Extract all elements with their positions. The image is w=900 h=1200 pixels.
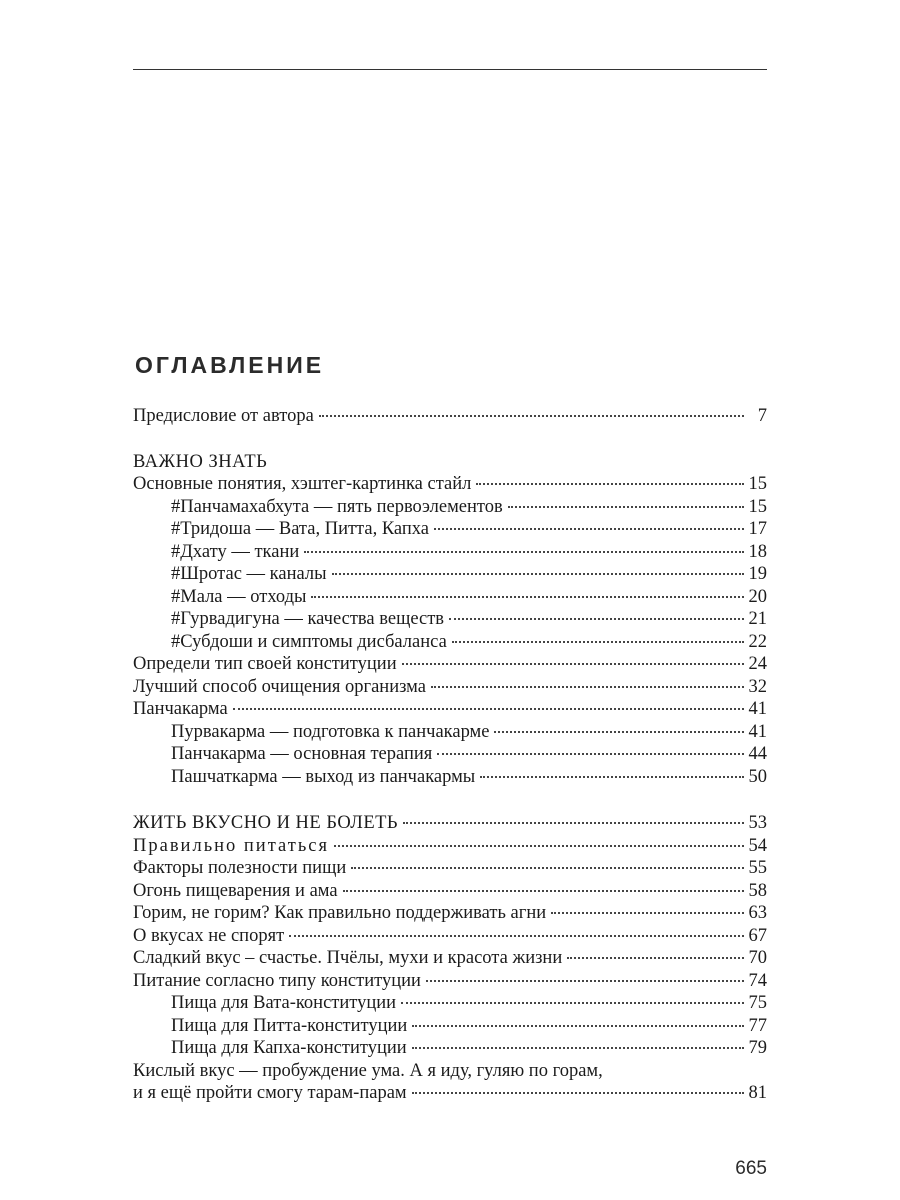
toc-entry-title: #Мала — отходы xyxy=(171,586,307,607)
toc-entry-page: 17 xyxy=(748,519,767,539)
toc-entry-page: 44 xyxy=(748,744,767,764)
toc-entry[interactable] xyxy=(133,653,767,676)
dot-leader xyxy=(437,753,743,755)
page-number: 665 xyxy=(735,1158,767,1179)
toc-entry[interactable] xyxy=(133,835,767,858)
section-title: ВАЖНО ЗНАТЬ xyxy=(133,451,268,472)
toc-subentry[interactable] xyxy=(133,541,767,564)
toc-entry-page: 81 xyxy=(748,1083,767,1103)
dot-leader xyxy=(412,1047,744,1049)
toc-entry[interactable] xyxy=(133,676,767,699)
dot-leader xyxy=(311,596,743,598)
toc-subentry[interactable] xyxy=(133,586,767,609)
toc-entry[interactable] xyxy=(133,698,767,721)
toc-subentry[interactable] xyxy=(133,766,767,789)
toc-subentry[interactable] xyxy=(133,721,767,744)
toc-subentry[interactable] xyxy=(133,1015,767,1038)
toc-entry-title: Сладкий вкус – счастье. Пчёлы, мухи и красота жизни xyxy=(133,948,563,968)
toc-subentry[interactable] xyxy=(133,1037,767,1060)
dot-leader xyxy=(431,686,744,688)
toc-subentry[interactable] xyxy=(133,992,767,1015)
dot-leader xyxy=(332,573,744,575)
dot-leader xyxy=(449,618,743,620)
dot-leader xyxy=(434,528,743,530)
dot-leader xyxy=(401,1002,743,1004)
toc-subentry[interactable] xyxy=(133,631,767,654)
toc-entry[interactable] xyxy=(133,947,767,970)
toc-entry-title: Кислый вкус — пробуждение ума. А я иду, гуляю по горам, xyxy=(133,1060,603,1081)
toc-entry-title: #Дхату — ткани xyxy=(171,541,300,562)
dot-leader xyxy=(289,935,743,937)
toc-entry-title: Огонь пищеварения и ама xyxy=(133,880,338,901)
toc-entry-title: #Панчамахабхута — пять первоэлементов xyxy=(171,496,503,517)
toc-section-entry[interactable] xyxy=(133,812,767,835)
toc-entry-page: 55 xyxy=(748,858,767,878)
dot-leader xyxy=(412,1025,743,1027)
toc-subentry[interactable] xyxy=(133,563,767,586)
toc-subentry[interactable] xyxy=(133,496,767,519)
toc-entry[interactable] xyxy=(133,857,767,880)
toc-entry-title: Правильно питаться xyxy=(133,835,329,856)
dot-leader xyxy=(334,845,744,847)
toc-entry-title: Панчакарма xyxy=(133,699,228,719)
toc-entry[interactable] xyxy=(133,405,767,428)
toc-entry-title: Факторы полезности пищи xyxy=(133,858,347,878)
toc-section-heading xyxy=(133,451,767,474)
toc-entry-title: Предисловие от автора xyxy=(133,406,314,426)
toc-entry-title: Питание согласно типу конституции xyxy=(133,970,421,991)
dot-leader xyxy=(567,957,743,959)
dot-leader xyxy=(403,822,743,824)
toc-entry-page: 18 xyxy=(748,541,767,562)
dot-leader xyxy=(452,641,744,643)
toc-entry-title: Пища для Питта-конституции xyxy=(171,1015,408,1036)
toc-entry-page: 54 xyxy=(748,835,767,856)
toc-entry-title: О вкусах не спорят xyxy=(133,925,285,946)
dot-leader xyxy=(319,415,744,417)
toc-entry-page: 20 xyxy=(748,586,767,607)
dot-leader xyxy=(508,506,744,508)
toc-entry-title: Панчакарма — основная терапия xyxy=(171,744,433,764)
toc-entry[interactable] xyxy=(133,970,767,993)
toc-entry[interactable] xyxy=(133,902,767,925)
toc-entry-title: #Гурвадигуна — качества веществ xyxy=(171,609,445,629)
toc-entry-page: 79 xyxy=(748,1038,767,1058)
toc-entry-page: 77 xyxy=(748,1015,767,1036)
toc-entry-page: 74 xyxy=(748,970,767,991)
toc-entry-title: Горим, не горим? Как правильно поддерживать агни xyxy=(133,903,547,923)
dot-leader xyxy=(426,980,744,982)
dot-leader xyxy=(551,912,743,914)
toc-entry-page: 15 xyxy=(748,496,767,517)
toc-entry-page: 15 xyxy=(748,474,767,494)
dot-leader xyxy=(494,731,743,733)
toc-entry-title: ЖИТЬ ВКУСНО И НЕ БОЛЕТЬ xyxy=(133,813,399,833)
toc-entry-title: Лучший способ очищения организма xyxy=(133,676,426,697)
dot-leader xyxy=(412,1092,744,1094)
toc-entry-continuation[interactable] xyxy=(133,1082,767,1105)
toc-entry-page: 75 xyxy=(748,993,767,1013)
toc-entry-title: Основные понятия, хэштег-картинка стайл xyxy=(133,474,472,494)
toc-subentry[interactable] xyxy=(133,608,767,631)
toc-entry-title: и я ещё пройти смогу тарам-парам xyxy=(133,1083,407,1103)
toc-entry-title: Пашчаткарма — выход из панчакармы xyxy=(171,766,476,787)
toc-entry-page: 41 xyxy=(748,721,767,742)
toc-entry-page: 41 xyxy=(748,699,767,719)
toc-entry-page: 32 xyxy=(748,676,767,697)
toc-entry-page: 70 xyxy=(748,948,767,968)
dot-leader xyxy=(233,708,744,710)
toc-subentry[interactable] xyxy=(133,743,767,766)
dot-leader xyxy=(351,867,743,869)
toc-entry-page: 19 xyxy=(748,564,767,584)
toc-entry-first-line[interactable] xyxy=(133,1060,767,1083)
toc-entry-page: 53 xyxy=(748,813,767,833)
toc-entry-title: Определи тип своей конституции xyxy=(133,654,397,674)
toc-heading: ОГЛАВЛЕНИЕ xyxy=(135,352,325,378)
toc-entry-page: 22 xyxy=(748,631,767,652)
toc-entry[interactable] xyxy=(133,473,767,496)
toc-entry-page: 67 xyxy=(748,925,767,946)
toc-entry-page: 58 xyxy=(748,880,767,901)
toc-entry-page: 21 xyxy=(748,609,767,629)
dot-leader xyxy=(480,776,743,778)
toc-entry-title: #Субдоши и симптомы дисбаланса xyxy=(171,631,447,652)
dot-leader xyxy=(343,890,744,892)
toc-entry-title: Пища для Капха-конституции xyxy=(171,1038,407,1058)
toc-entry-page: 50 xyxy=(748,766,767,787)
toc-entry-page: 63 xyxy=(748,903,767,923)
toc-entry-title: Пища для Вата-конституции xyxy=(171,993,397,1013)
dot-leader xyxy=(304,551,743,553)
top-rule xyxy=(133,69,767,70)
toc-entry-title: #Шротас — каналы xyxy=(171,564,327,584)
table-of-contents xyxy=(133,405,767,1105)
toc-entry-page: 7 xyxy=(757,406,767,426)
toc-entry-title: Пурвакарма — подготовка к панчакарме xyxy=(171,721,490,742)
dot-leader xyxy=(476,483,743,485)
toc-entry[interactable] xyxy=(133,880,767,903)
toc-entry-page: 24 xyxy=(748,654,767,674)
toc-entry[interactable] xyxy=(133,925,767,948)
dot-leader xyxy=(402,663,744,665)
toc-entry-title: #Тридоша — Вата, Питта, Капха xyxy=(171,519,430,539)
toc-subentry[interactable] xyxy=(133,518,767,541)
